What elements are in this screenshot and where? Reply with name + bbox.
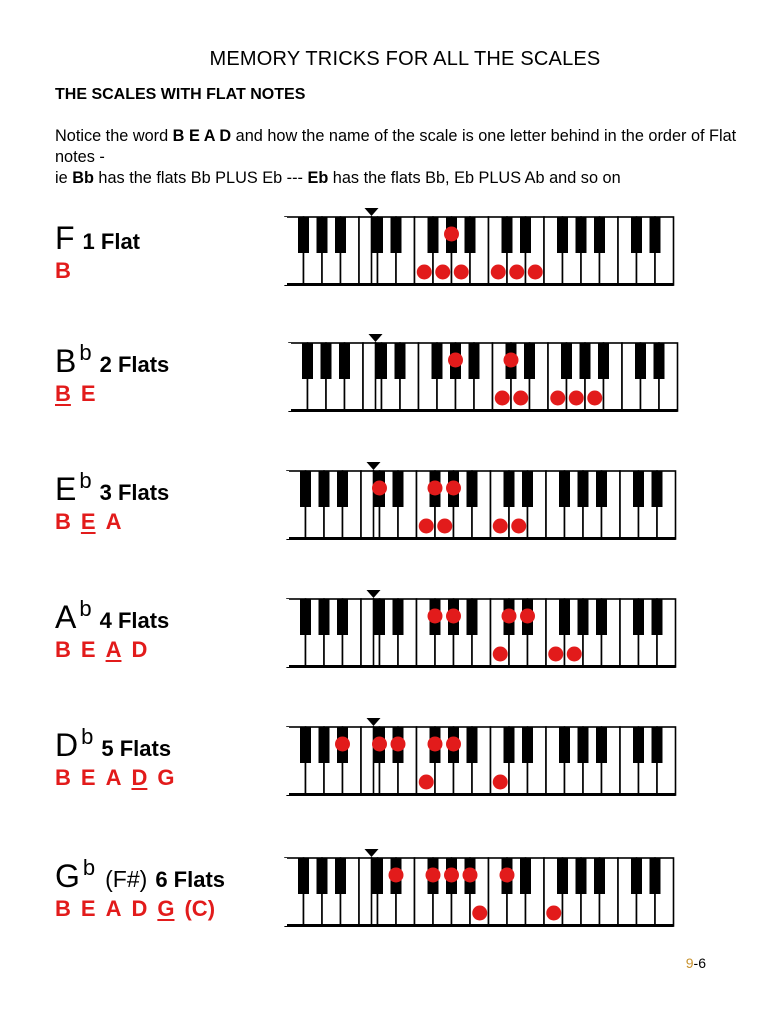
scale-note-dot — [389, 868, 404, 883]
black-key — [339, 343, 350, 379]
black-key — [580, 343, 591, 379]
scale-title — [55, 468, 170, 508]
black-key — [317, 858, 328, 894]
scale-note-dot — [446, 609, 461, 624]
scale-note-dot — [463, 868, 478, 883]
scale-row — [0, 340, 768, 463]
black-key — [598, 343, 609, 379]
black-key — [631, 217, 642, 253]
scale-note-dot — [546, 906, 561, 921]
section-heading: THE SCALES WITH FLAT NOTES — [55, 86, 306, 103]
keyboard-baseline — [289, 409, 678, 412]
scale-note-dot — [493, 775, 508, 790]
piano-keyboard — [283, 587, 683, 687]
flat-letter: A — [105, 765, 122, 790]
scale-note-dot — [437, 519, 452, 534]
flat-letter: E — [80, 637, 96, 662]
flat-letters — [55, 637, 157, 663]
scale-note-dot — [493, 647, 508, 662]
scale-note-dot — [444, 227, 459, 242]
flat-letter: E — [80, 381, 96, 406]
scale-note-dot — [548, 647, 563, 662]
scale-note-dot — [391, 737, 406, 752]
black-key — [594, 858, 605, 894]
black-key — [596, 599, 607, 635]
black-key — [654, 343, 665, 379]
flat-letter: (C) — [184, 896, 216, 921]
black-key — [432, 343, 443, 379]
scale-note-dot — [502, 609, 517, 624]
black-key — [302, 343, 313, 379]
scale-note-dot — [472, 906, 487, 921]
scale-note-dot — [495, 391, 510, 406]
keyboard-baseline — [287, 665, 676, 668]
flat-letter: G — [157, 765, 175, 790]
flat-symbol: b — [81, 724, 94, 749]
flat-letter: E — [80, 896, 96, 921]
black-key — [337, 471, 348, 507]
scale-note-dot — [444, 868, 459, 883]
scale-note-dot — [513, 391, 528, 406]
flat-symbol: b — [79, 340, 92, 365]
black-key — [524, 343, 535, 379]
flat-letter: D — [131, 637, 148, 662]
intro-line-1: Notice the word B E A D and how the name of the scale is one letter behind in the order of Flat notes - — [55, 127, 737, 166]
flat-letter: B — [55, 765, 71, 790]
scale-note-dot — [587, 391, 602, 406]
black-key — [469, 343, 480, 379]
black-key — [504, 727, 515, 763]
scale-letter: D — [55, 727, 79, 763]
black-key — [578, 599, 589, 635]
black-key — [576, 858, 587, 894]
black-key — [428, 217, 439, 253]
black-key — [557, 858, 568, 894]
scale-row — [0, 596, 768, 719]
scale-title — [55, 220, 140, 257]
scale-note-dot — [372, 481, 387, 496]
black-key — [335, 217, 346, 253]
middle-c-marker-icon — [365, 849, 379, 857]
scale-note-dot — [419, 519, 434, 534]
black-key — [596, 471, 607, 507]
black-key — [335, 858, 346, 894]
middle-c-marker-icon — [367, 462, 381, 470]
scale-row — [0, 468, 768, 591]
intro-line-2: ie Bb has the flats Bb PLUS Eb --- Eb has the flats Bb, Eb PLUS Ab and so on — [55, 169, 621, 187]
black-key — [467, 727, 478, 763]
black-key — [652, 599, 663, 635]
scale-row — [0, 724, 768, 847]
scale-note-dot — [567, 647, 582, 662]
black-key — [374, 599, 385, 635]
black-key — [650, 217, 661, 253]
scale-title — [55, 724, 172, 764]
black-key — [559, 727, 570, 763]
scale-letter: G — [55, 858, 80, 894]
black-key — [319, 727, 330, 763]
scale-note-dot — [448, 353, 463, 368]
keyboard-baseline — [285, 283, 674, 286]
black-key — [395, 343, 406, 379]
black-key — [319, 471, 330, 507]
enharmonic-name: (F#) — [105, 866, 148, 892]
middle-c-marker-icon — [365, 208, 379, 216]
black-key — [337, 599, 348, 635]
piano-keyboard — [281, 846, 681, 946]
scale-title — [55, 340, 170, 380]
black-key — [633, 599, 644, 635]
black-key — [504, 471, 515, 507]
black-key — [502, 217, 513, 253]
scale-note-dot — [569, 391, 584, 406]
flat-letters — [55, 509, 131, 535]
black-key — [522, 471, 533, 507]
black-key — [561, 343, 572, 379]
bead-word: B E A D — [172, 127, 232, 145]
black-key — [321, 343, 332, 379]
scale-note-dot — [419, 775, 434, 790]
black-key — [298, 858, 309, 894]
flat-symbol: b — [79, 596, 92, 621]
black-key — [465, 217, 476, 253]
black-key — [576, 217, 587, 253]
scale-note-dot — [509, 265, 524, 280]
flat-letters — [55, 381, 106, 407]
scale-note-dot — [550, 391, 565, 406]
scale-note-dot — [528, 265, 543, 280]
black-key — [393, 471, 404, 507]
black-key — [300, 471, 311, 507]
flat-letters — [55, 896, 225, 922]
scale-letter: E — [55, 471, 77, 507]
black-key — [300, 599, 311, 635]
middle-c-marker-icon — [367, 718, 381, 726]
black-key — [631, 858, 642, 894]
page-title: MEMORY TRICKS FOR ALL THE SCALES — [209, 48, 601, 70]
flat-letter: B — [55, 381, 71, 406]
scale-note-dot — [454, 265, 469, 280]
black-key — [300, 727, 311, 763]
flat-count-label: 1 Flat — [82, 229, 141, 254]
black-key — [467, 599, 478, 635]
flat-letter: G — [157, 896, 175, 921]
black-key — [393, 599, 404, 635]
flat-letter: A — [105, 637, 122, 662]
middle-c-marker-icon — [367, 590, 381, 598]
black-key — [520, 217, 531, 253]
flat-letter: B — [55, 637, 71, 662]
flat-letter: B — [55, 509, 71, 534]
scale-letter: B — [55, 343, 77, 379]
keyboard-baseline — [285, 924, 674, 927]
scale-note-dot — [372, 737, 387, 752]
scale-note-dot — [493, 519, 508, 534]
scale-note-dot — [426, 868, 441, 883]
black-key — [467, 471, 478, 507]
black-key — [652, 471, 663, 507]
flat-count-label: 5 Flats — [101, 736, 172, 761]
flat-letter: E — [80, 765, 96, 790]
flat-letter: A — [105, 509, 122, 534]
black-key — [557, 217, 568, 253]
scale-note-dot — [335, 737, 350, 752]
flat-letter: B — [55, 258, 71, 283]
black-key — [578, 727, 589, 763]
scale-title — [55, 596, 170, 636]
keyboard-baseline — [287, 793, 676, 796]
flat-count-label: 6 Flats — [155, 867, 226, 892]
black-key — [522, 727, 533, 763]
black-key — [372, 858, 383, 894]
black-key — [596, 727, 607, 763]
black-key — [652, 727, 663, 763]
flat-letter: D — [131, 896, 148, 921]
scale-note-dot — [428, 481, 443, 496]
flat-symbol: b — [82, 855, 96, 880]
scale-note-dot — [446, 737, 461, 752]
flat-letter: E — [80, 509, 96, 534]
page-number: 9-6 — [685, 955, 706, 971]
black-key — [559, 599, 570, 635]
scale-note-dot — [446, 481, 461, 496]
black-key — [635, 343, 646, 379]
black-key — [559, 471, 570, 507]
flat-count-label: 4 Flats — [99, 608, 170, 633]
flat-count-label: 3 Flats — [99, 480, 170, 505]
scale-note-dot — [417, 265, 432, 280]
scale-note-dot — [428, 737, 443, 752]
scale-letter: F — [55, 220, 75, 256]
flat-symbol: b — [79, 468, 92, 493]
scale-note-dot — [500, 868, 515, 883]
black-key — [317, 217, 328, 253]
scale-note-dot — [435, 265, 450, 280]
flat-letter: D — [131, 765, 148, 790]
scale-letter: A — [55, 599, 77, 635]
flat-letter: A — [105, 896, 122, 921]
scale-note-dot — [491, 265, 506, 280]
flat-letters — [55, 258, 81, 284]
scale-row — [0, 855, 768, 978]
black-key — [372, 217, 383, 253]
middle-c-marker-icon — [369, 334, 383, 342]
black-key — [578, 471, 589, 507]
keyboard-baseline — [287, 537, 676, 540]
scale-row — [0, 220, 768, 340]
piano-keyboard — [285, 331, 685, 431]
black-key — [594, 217, 605, 253]
piano-keyboard — [283, 459, 683, 559]
intro-text — [55, 126, 755, 189]
black-key — [520, 858, 531, 894]
scale-note-dot — [504, 353, 519, 368]
black-key — [376, 343, 387, 379]
black-key — [391, 217, 402, 253]
scale-note-dot — [428, 609, 443, 624]
scale-title — [55, 855, 226, 895]
black-key — [633, 471, 644, 507]
scale-note-dot — [511, 519, 526, 534]
scale-note-dot — [520, 609, 535, 624]
flat-letters — [55, 765, 184, 791]
piano-keyboard — [283, 715, 683, 815]
flat-count-label: 2 Flats — [99, 352, 170, 377]
black-key — [319, 599, 330, 635]
flat-letter: B — [55, 896, 71, 921]
black-key — [298, 217, 309, 253]
black-key — [650, 858, 661, 894]
black-key — [633, 727, 644, 763]
piano-keyboard — [281, 205, 681, 305]
